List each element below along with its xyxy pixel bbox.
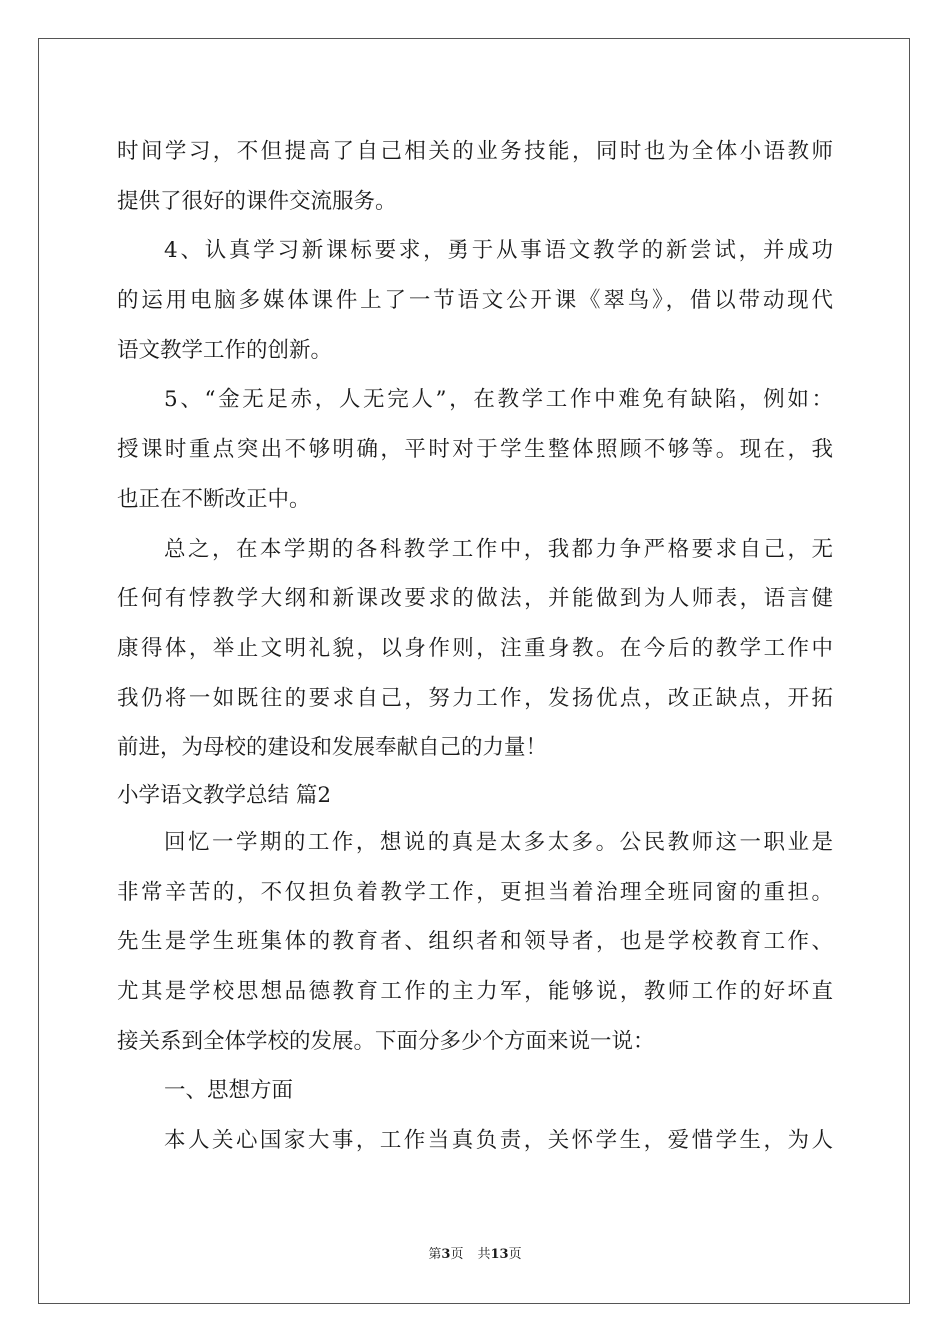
footer-page-prefix: 第 bbox=[428, 1247, 442, 1262]
footer-total-pages: 13 bbox=[490, 1247, 509, 1262]
paragraph-start-line: 本人关心国家大事，工作当真负责，关怀学生，爱惜学生，为人 bbox=[164, 1128, 833, 1154]
section-heading: 小学语文教学总结 篇2 bbox=[117, 782, 332, 808]
text-line: 我仍将一如既往的要求自己，努力工作，发扬优点，改正缺点，开拓 bbox=[117, 685, 833, 711]
page-footer bbox=[0, 1246, 950, 1264]
document-body bbox=[117, 127, 833, 1166]
text-line: 先生是学生班集体的教育者、组织者和领导者，也是学校教育工作、 bbox=[117, 929, 833, 955]
paragraph-start-line: 5、“金无足赤，人无完人”，在教学工作中难免有缺陷，例如： bbox=[164, 387, 833, 413]
text-line: 尤其是学校思想品德教育工作的主力军，能够说，教师工作的好坏直 bbox=[117, 979, 833, 1004]
footer-page-number: 3 bbox=[441, 1247, 451, 1262]
text-line: 提供了很好的课件交流服务。 bbox=[117, 188, 397, 214]
footer-page-suffix: 页 bbox=[450, 1247, 464, 1262]
text-line: 也正在不断改正中。 bbox=[117, 486, 311, 512]
text-line: 语文教学工作的创新。 bbox=[117, 337, 333, 363]
text-line: 任何有悖教学大纲和新课改要求的做法，并能做到为人师表，语言健 bbox=[117, 586, 833, 612]
text-line: 康得体，举止文明礼貌，以身作则，注重身教。在今后的教学工作中 bbox=[117, 635, 833, 661]
footer-total-prefix: 共 bbox=[477, 1247, 491, 1262]
text-line: 非常辛苦的，不仅担负着教学工作，更担当着治理全班同窗的重担。 bbox=[117, 879, 833, 905]
text-line: 前进，为母校的建设和发展奉献自己的力量！ bbox=[117, 735, 548, 761]
text-line: 接关系到全体学校的发展。下面分多少个方面来说一说： bbox=[117, 1028, 655, 1054]
subsection-heading: 一、思想方面 bbox=[164, 1078, 294, 1104]
paragraph-start-line: 回忆一学期的工作，想说的真是太多太多。公民教师这一职业是 bbox=[164, 829, 833, 855]
text-line: 时间学习，不但提高了自己相关的业务技能，同时也为全体小语教师 bbox=[117, 139, 833, 164]
text-line: 授课时重点突出不够明确，平时对于学生整体照顾不够等。现在，我 bbox=[117, 437, 833, 463]
text-line: 的运用电脑多媒体课件上了一节语文公开课《翠鸟》，借以带动现代 bbox=[117, 288, 833, 314]
paragraph-start-line: 总之，在本学期的各科教学工作中，我都力争严格要求自己，无 bbox=[164, 536, 833, 562]
footer-total-suffix: 页 bbox=[508, 1247, 522, 1262]
paragraph-start-line: 4、认真学习新课标要求，勇于从事语文教学的新尝试，并成功 bbox=[164, 238, 833, 264]
